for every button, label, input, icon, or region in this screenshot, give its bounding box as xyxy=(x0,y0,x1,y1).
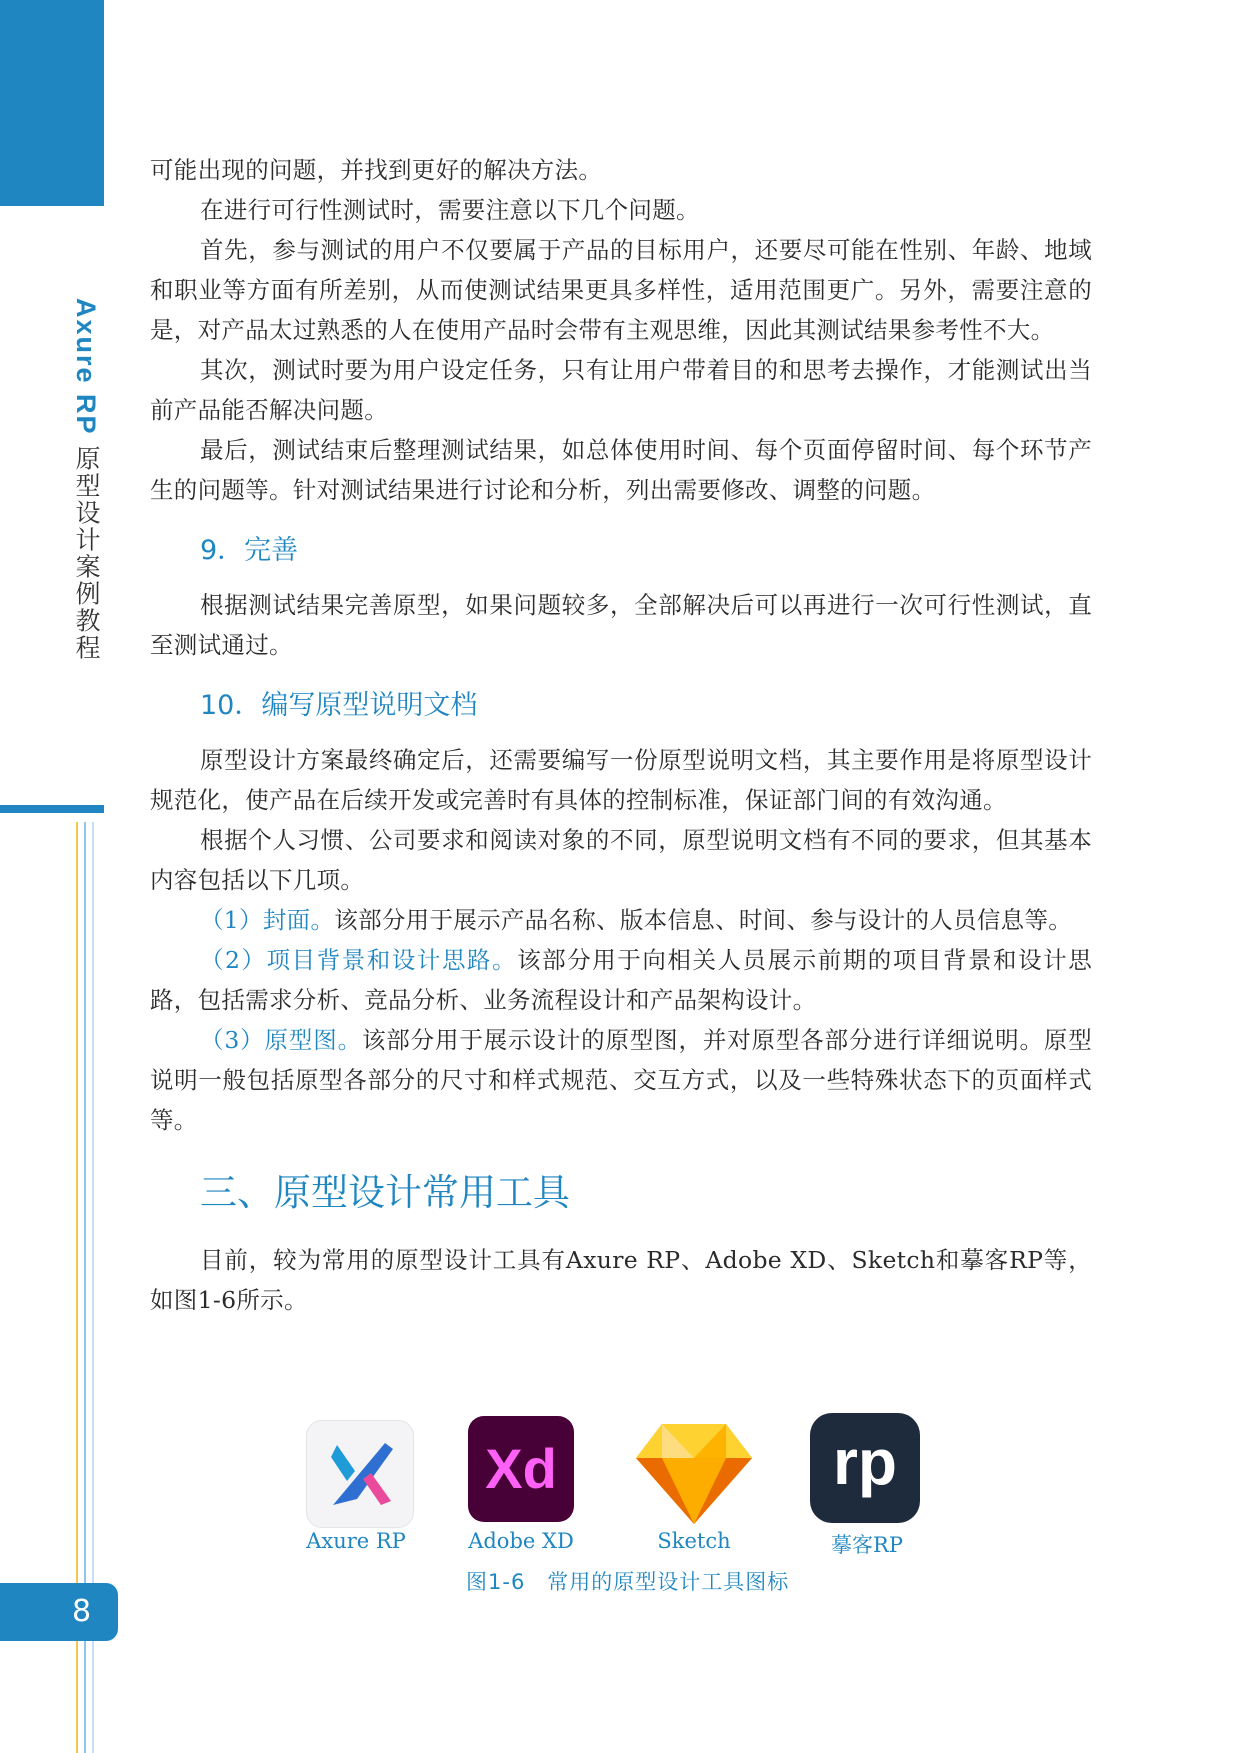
list-item xyxy=(150,940,1092,1020)
adobe-xd-logo-icon xyxy=(468,1416,574,1522)
icon-label: Axure RP xyxy=(306,1529,406,1553)
sketch-diamond-icon xyxy=(634,1416,740,1522)
list-item-label: （1）封面。 xyxy=(200,906,335,934)
paragraph: 根据测试结果完善原型，如果问题较多，全部解决后可以再进行一次可行性测试，直至测试通过。 xyxy=(150,591,1092,659)
page-number: 8 xyxy=(0,1583,118,1641)
axure-logo-icon xyxy=(306,1420,414,1528)
section-heading: 三、原型设计常用工具 xyxy=(200,1171,570,1214)
sidebar-divider xyxy=(0,805,104,813)
book-title-vertical xyxy=(64,298,104,662)
subsection-heading: 10．编写原型说明文档 xyxy=(200,690,478,721)
paragraph: 其次，测试时要为用户设定任务，只有让用户带着目的和思考去操作，才能测试出当前产品能否解决问题。 xyxy=(150,356,1092,424)
paragraph: 最后，测试结束后整理测试结果，如总体使用时间、每个页面停留时间、每个环节产生的问题等。针对测试结果进行讨论和分析，列出需要修改、调整的问题。 xyxy=(150,436,1092,504)
paragraph: 首先，参与测试的用户不仅要属于产品的目标用户，还要尽可能在性别、年龄、地域和职业等方面有所差别，从而使测试结果更具多样性，适用范围更广。另外，需要注意的是，对产品太过熟悉的人在使用产品时会带有主观思维，因此其测试结果参考性不大。 xyxy=(150,236,1092,344)
paragraph: 目前，较为常用的原型设计工具有Axure RP、Adobe XD、Sketch和摹客RP等，如图1-6所示。 xyxy=(150,1246,1092,1314)
rp-glyph: rp xyxy=(833,1426,897,1498)
list-item xyxy=(150,900,1092,940)
icon-label: Sketch xyxy=(657,1529,731,1553)
list-item-label: （2）项目背景和设计思路。 xyxy=(200,946,518,974)
figure-caption: 图1-6 常用的原型设计工具图标 xyxy=(466,1570,790,1594)
paragraph: 原型设计方案最终确定后，还需要编写一份原型说明文档，其主要作用是将原型设计规范化，使产品在后续开发或完善时有具体的控制标准，保证部门间的有效沟通。 xyxy=(150,746,1092,814)
paragraph: 可能出现的问题，并找到更好的解决方法。 xyxy=(150,156,603,184)
subsection-heading: 9．完善 xyxy=(200,535,299,566)
list-item-text: 该部分用于展示设计的原型图，并对原型各部分进行详细说明。原型说明一般包括原型各部分的尺寸和样式规范、交互方式，以及一些特殊状态下的页面样式等。 xyxy=(150,1026,1092,1134)
paragraph: 根据个人习惯、公司要求和阅读对象的不同，原型说明文档有不同的要求，但其基本内容包括以下几项。 xyxy=(150,826,1092,894)
paragraph: 在进行可行性测试时，需要注意以下几个问题。 xyxy=(200,196,700,224)
icon-label: Adobe XD xyxy=(468,1529,574,1553)
book-subtitle: 原型设计案例教程 xyxy=(72,445,101,662)
sidebar-top-block xyxy=(0,0,104,206)
list-item-text: 该部分用于向相关人员展示前期的项目背景和设计思路，包括需求分析、竞品分析、业务流程设计和产品架构设计。 xyxy=(150,946,1092,1014)
list-item-label: （3）原型图。 xyxy=(200,1026,362,1054)
icon-label: 摹客RP xyxy=(831,1533,903,1557)
xd-glyph: Xd xyxy=(485,1437,557,1500)
book-brand: Axure RP xyxy=(71,298,101,436)
list-item xyxy=(150,1020,1092,1140)
list-item-text: 该部分用于展示产品名称、版本信息、时间、参与设计的人员信息等。 xyxy=(334,906,1073,934)
page-content xyxy=(150,150,1092,1320)
mockplus-rp-logo-icon xyxy=(810,1413,920,1523)
